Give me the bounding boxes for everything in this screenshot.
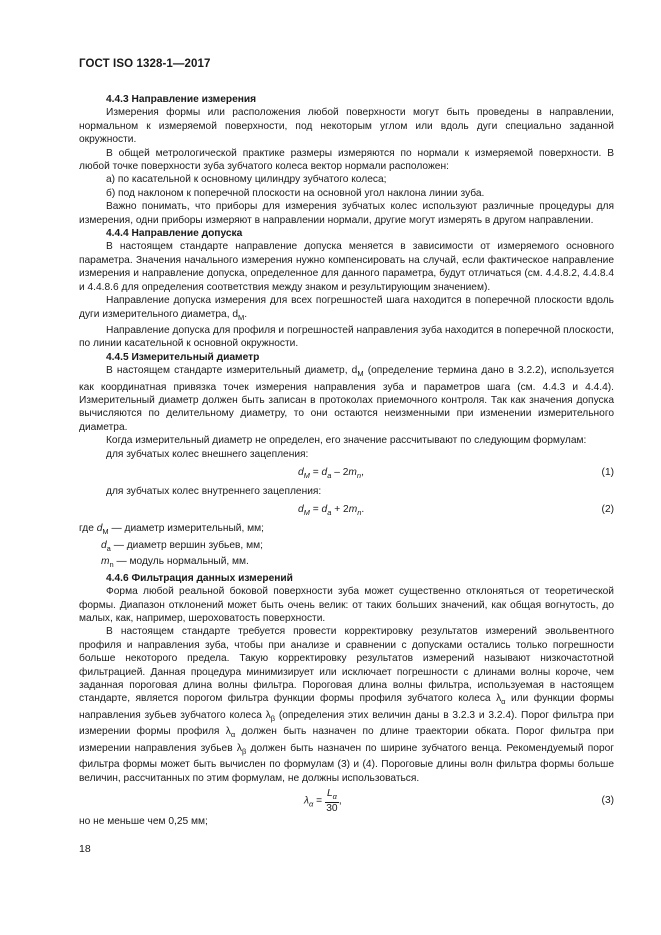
paragraph: Направление допуска измерения для всех погрешностей шага находится в поперечной плоскости вдоль дуги измерительного диаметра, $d_M$.: [79, 295, 614, 322]
list-item: б) под наклоном к поперечной плоскости на основной угол наклона линии зуба.: [106, 187, 485, 199]
paragraph: Направление допуска для профиля и погрешностей направления зуба находится в поперечной плоскости, по линии касательной к основной окружности.: [79, 324, 614, 350]
subscript: M: [238, 312, 245, 322]
formula-3: [79, 785, 614, 815]
list-item: а) по касательной к основному цилиндру зубчатого колеса;: [106, 174, 387, 186]
section-title: 4.4.5 Измерительный диаметр: [106, 351, 260, 363]
definition-item: где $d_M$ — диаметр измерительный, мм;: [79, 523, 264, 537]
formula-expression: $d_M = d_a + 2m_n$.: [298, 504, 365, 518]
formula-1: [79, 461, 614, 485]
paragraph: В общей метрологической практике размеры измеряются по нормали к измеряемой поверхности. В любой точке поверхности зуба зубчатого колеса вектор нормали расположен:: [79, 147, 614, 173]
formula-number: (2): [601, 504, 614, 516]
paragraph: В настоящем стандарте направление допуска меняется в зависимости от измеряемого основного параметра. Значения начального измерения нужно компенсировать на случай, если фактическое направление измерения и направление допуска, определенное для данного параметра, будут отличаться (см. 4.4.8.2, 4.4.8.4 и 4.4.8.6 для определения соответствия между знаком и результирующим значением).: [79, 241, 614, 293]
paragraph: Когда измерительный диаметр не определен, его значение рассчитывают по следующим формулам:: [106, 435, 587, 447]
page-number: 18: [79, 843, 91, 855]
formula-2: [79, 498, 614, 522]
paragraph: для зубчатых колес внешнего зацепления:: [106, 448, 309, 460]
formula-number: (1): [601, 467, 614, 479]
formula-expression: $\lambda_\alpha$ = $\frac{L_\alpha}{30}$ ,: [304, 787, 342, 814]
formula-number: (3): [601, 794, 614, 806]
paragraph: В настоящем стандарте требуется провести корректировку результатов измерений эвольвентного профиля и направления зуба, чтобы при анализе и сравнении с допусками остались только погрешности больше некоторого предела. Такую корректировку результатов измерений называют низкочастотной фильтрацией. Данная процедура минимизирует или исключает погрешности с длинами волны короче, чем заданная пороговая длина волны фильтра. Пороговая длина волны фильтра, используемая в настоящем стандарте, является порогом фильтра функции формы профиля зубчатого колеса $\lambda_\alpha$ или функции формы направления зубьев зубчатого колеса $\lambda_\beta$ (определения этих величин даны в 3.2.3 и 3.2.4). Порог фильтра при измерении формы профиля $\lambda_\alpha$ должен быть назначен по длине траектории обката. Порог фильтра при измерении направления зубьев $\lambda_\beta$ должен быть назначен по ширине зубчатого венца. Рекомендуемый порог фильтра формы может быть вычислен по формулам (3) и (4). Пороговые длины волн фильтра формы больше величин, рассчитанных по этим формулам, не должны использоваться.: [79, 626, 614, 784]
fraction: $\frac{L_\alpha}{30}$: [326, 787, 338, 814]
symbol-definitions: [79, 522, 614, 571]
section-title: 4.4.4 Направление допуска: [106, 228, 243, 240]
paragraph: Форма любой реальной боковой поверхности зуба может существенно отклоняться от теоретической формы. Диапазон отклонений может быть очень велик: от таких больших значений, как общая вогнутость, до малых, как, например, шероховатость поверхности.: [79, 586, 614, 624]
paragraph: Важно понимать, что приборы для измерения зубчатых колес используют различные процедуры для измерения, одни приборы измеряют в направлении нормали, другие могут измерять в другом направлении.: [79, 201, 614, 226]
definition-item: $d_a$ — диаметр вершин зубьев, мм;: [101, 539, 263, 553]
definition-item: $m_n$ — модуль нормальный, мм.: [101, 556, 249, 570]
page-content: [79, 93, 614, 828]
formula-expression: $d_M = d_a - 2m_n$,: [298, 467, 364, 481]
section-title: 4.4.3 Направление измерения: [106, 94, 257, 105]
subscript: M: [357, 369, 364, 379]
paragraph: В настоящем стандарте измерительный диаметр, $d_M$ (определение термина дано в 3.2.2), используется как координатная привязка точек измерения направления зуба и параметров шага (см. 4.4.3 и 4.4.4). Измерительный диаметр должен быть записан в протоколах приемочного контроля. Так как значения допуска вычисляются по делительному диаметру, то они остаются неизменными при изменении измерительного диаметра.: [79, 365, 614, 433]
paragraph: Измерения формы или расположения любой поверхности могут быть проведены в направлении, нормальном к измеряемой поверхности, под некоторым углом или вдоль дуги специально заданной окружности.: [79, 107, 614, 146]
paragraph: но не меньше чем 0,25 мм;: [79, 815, 208, 827]
section-title: 4.4.6 Фильтрация данных измерений: [106, 572, 293, 584]
paragraph: для зубчатых колес внутреннего зацепления:: [106, 486, 322, 498]
document-header: ГОСТ ISO 1328-1—2017: [79, 58, 211, 70]
